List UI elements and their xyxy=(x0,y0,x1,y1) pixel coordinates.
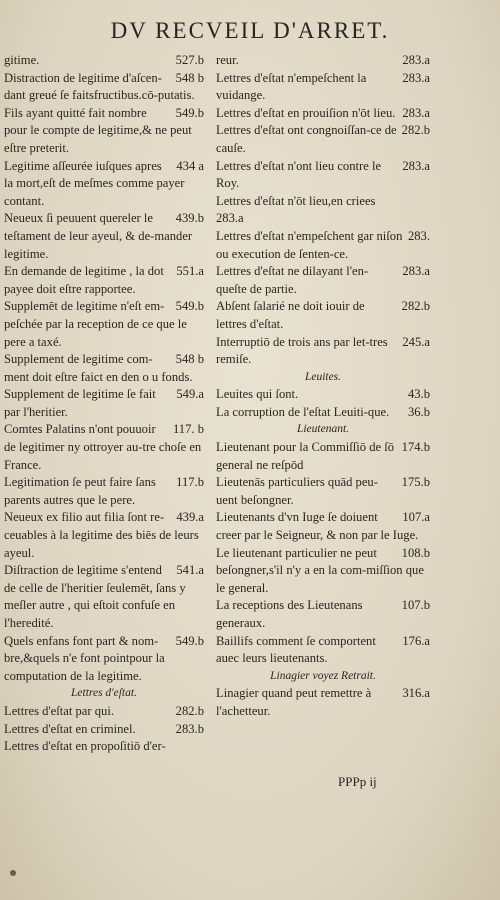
entry-text: Lettres d'eſtat par qui. xyxy=(4,703,114,718)
page-reference: 439.a xyxy=(176,510,204,525)
entry-text: Leuites qui ſont. xyxy=(216,387,299,402)
entry-text: Quels enfans font part & nom-bre,&quels n'e font pointpour la computation de la legitime. xyxy=(4,633,165,683)
index-entry xyxy=(4,562,204,632)
page-reference: 283. xyxy=(407,228,430,243)
entry-text: Lettres d'eſtat ne dilayant l'en-queſte de partie. xyxy=(216,264,369,296)
page-reference: 549.b xyxy=(175,299,204,314)
index-section-heading: Lettres d'eſtat. xyxy=(71,687,137,700)
entry-text: La corruption de l'eſtat Leuiti-que. xyxy=(216,404,390,419)
entry-text: En demande de legitime , la dot payee doit eſtre rapportee. xyxy=(4,264,164,296)
index-entry xyxy=(4,70,204,105)
entry-text: Linagier quand peut remettre à l'achetteur. xyxy=(216,686,372,718)
entry-text: Lettres d'eſtat en prouiſion n'ōt lieu. xyxy=(216,105,396,120)
index-entry xyxy=(216,210,430,228)
index-entry xyxy=(216,597,430,632)
page-reference: 283.a xyxy=(402,70,430,85)
page-reference: 174.b xyxy=(401,440,430,455)
entry-text: Baillifs comment ſe comportent auec leurs lieutenants. xyxy=(216,633,376,666)
index-entry xyxy=(4,351,204,386)
entry-text: Neueux ex filio aut filia ſont re-ceuables à la legitime des biēs de leurs ayeul. xyxy=(4,510,199,560)
index-entry xyxy=(4,721,204,739)
index-section-heading: Lieutenant. xyxy=(296,423,350,436)
entry-text: Distraction de legitime d'aſcen-dant greué ſe faitsfructibus.cō-putatis. xyxy=(4,70,195,103)
entry-text: Lieutenants d'vn Iuge ſe doiuent creer par le Seigneur, & non par le Iuge. xyxy=(216,510,419,543)
page-reference: 548 b xyxy=(175,352,204,367)
page-reference: 316.a xyxy=(402,686,430,701)
page-reference: 283.a xyxy=(402,105,430,120)
index-entry xyxy=(4,298,204,351)
entry-text: Supplement de legitime ſe fait par l'heritier. xyxy=(4,387,156,419)
index-entry xyxy=(4,158,204,211)
index-entry xyxy=(4,421,204,474)
index-entry xyxy=(4,210,204,263)
index-column-right xyxy=(216,52,430,721)
index-entry xyxy=(4,105,204,158)
entry-text: Lettres d'eſtat n'empeſchent gar niſon ou execution de ſenten-ce. xyxy=(216,228,403,261)
page-reference: 36.b xyxy=(407,404,430,419)
index-entry xyxy=(216,334,430,369)
entry-text: Interruptiō de trois ans par let-tres remiſe. xyxy=(216,334,388,367)
index-entry xyxy=(4,738,204,756)
entry-text: Legitimation ſe peut faire ſans parents autres que le pere. xyxy=(4,475,156,507)
index-entry xyxy=(216,474,430,509)
index-column-left xyxy=(4,52,204,756)
index-entry xyxy=(216,298,430,333)
page-reference: 108.b xyxy=(401,545,430,560)
entry-text: Diſtraction de legitime s'entend de celle de l'heritier ſeulemēt, ſans y meſler autre , qui eſtoit confuſe en l'heredité. xyxy=(4,563,186,630)
entry-text: Lettres d'eſtat en criminel. xyxy=(4,721,136,736)
entry-text: Lettres d'eſtat en propoſitiō d'er- xyxy=(4,739,166,754)
index-entry xyxy=(216,105,430,123)
entry-text: Comtes Palatins n'ont pouuoir de legitimer ny ottroyer au-tre choſe en France. xyxy=(4,422,202,472)
page-reference: 548 b xyxy=(175,70,204,85)
page-reference: 434 a xyxy=(176,158,204,173)
index-entry xyxy=(4,474,204,509)
page-reference: 176.a xyxy=(402,633,430,648)
index-entry xyxy=(4,386,204,421)
page-reference: 245.a xyxy=(402,334,430,349)
index-entry xyxy=(216,158,430,193)
page-reference: 283.a xyxy=(402,53,430,67)
page-reference: 117.b xyxy=(176,475,204,490)
entry-text: Lettres d'eſtat n'empeſchent la vuidange. xyxy=(216,70,367,103)
page-reference: 549.b xyxy=(175,105,204,120)
page-reference: 439.b xyxy=(175,211,204,226)
page-reference: 551.a xyxy=(176,264,204,279)
index-entry xyxy=(216,439,430,474)
entry-text: La receptions des Lieutenans generaux. xyxy=(216,598,363,630)
entry-text: Lettres d'eſtat n'ōt lieu,en criees xyxy=(216,193,376,208)
index-entry xyxy=(216,263,430,298)
index-entry xyxy=(216,545,430,598)
index-entry xyxy=(4,263,204,298)
index-section-heading: Leuites. xyxy=(304,370,342,383)
index-entry xyxy=(216,509,430,544)
page-reference: 117. b xyxy=(172,422,204,437)
page-reference: 283.b xyxy=(175,721,204,736)
index-entry xyxy=(4,509,204,562)
entry-text: Neueux ſi peuuent quereler le teſtament de leur ayeul, & de-mander legitime. xyxy=(4,211,193,261)
page-reference: 282.b xyxy=(175,703,204,718)
index-entry xyxy=(216,633,430,668)
running-head: DV RECVEIL D'ARRET. xyxy=(110,18,390,43)
page-reference: 107.b xyxy=(401,598,430,613)
page-reference: 283.a xyxy=(402,158,430,173)
entry-text: Fils ayant quitté fait nombre pour le compte de legitime,& ne peut eſtre preterit. xyxy=(4,105,192,155)
entry-text: 283.a xyxy=(216,211,244,226)
index-entry xyxy=(216,228,430,263)
page-reference: 527.b xyxy=(175,53,204,67)
entry-text: reur. xyxy=(216,53,239,67)
index-entry xyxy=(4,52,204,70)
page-reference: 549.a xyxy=(176,387,204,402)
entry-text: Lettres d'eſtat ont congnoiſſan-ce de cauſe. xyxy=(216,123,397,155)
entry-text: gitime. xyxy=(4,53,40,67)
index-entry xyxy=(216,685,430,720)
page-reference: 43.b xyxy=(407,387,430,402)
page-reference: 549.b xyxy=(175,633,204,648)
index-entry xyxy=(216,52,430,70)
page-reference: 175.b xyxy=(401,475,430,490)
entry-text: Lettres d'eſtat n'ont lieu contre le Roy. xyxy=(216,158,382,191)
index-entry xyxy=(4,633,204,686)
index-entry xyxy=(216,70,430,105)
entry-text: Le lieutenant particulier ne peut beſongner,s'il n'y a en la com-miſſion que le general. xyxy=(216,545,424,595)
index-entry xyxy=(216,122,430,157)
index-entry xyxy=(4,703,204,721)
entry-text: Abſent ſalarié ne doit iouir de lettres d'eſtat. xyxy=(216,299,365,331)
page-reference: 541.a xyxy=(176,563,204,578)
page-reference: 282.b xyxy=(401,299,430,314)
entry-text: Supplement de legitime com-ment doit eſtre faict en den o u fonds. xyxy=(4,352,193,384)
index-section-heading: Linagier voyez Retrait. xyxy=(270,669,376,682)
index-entry xyxy=(216,193,430,211)
ink-stain xyxy=(10,870,16,876)
entry-text: Lieutenant pour la Commiſſiō de ſō general ne reſpōd xyxy=(216,440,395,472)
page-reference: 107.a xyxy=(402,510,430,525)
entry-text: Legitime aſſeurée iuſques apres la mort,eſt de meſmes comme payer contant. xyxy=(4,158,185,208)
index-entry xyxy=(216,386,430,404)
index-entry xyxy=(216,404,430,422)
entry-text: Supplemēt de legitime n'eſt em-peſchée par la reception de ce que le pere a taxé. xyxy=(4,299,187,349)
page-reference: 282.b xyxy=(401,123,430,138)
entry-text: Lieutenās particuliers quād peu-uent beſongner. xyxy=(216,475,378,507)
page-reference: 283.a xyxy=(402,264,430,279)
signature-mark: PPPp ij xyxy=(338,774,377,789)
